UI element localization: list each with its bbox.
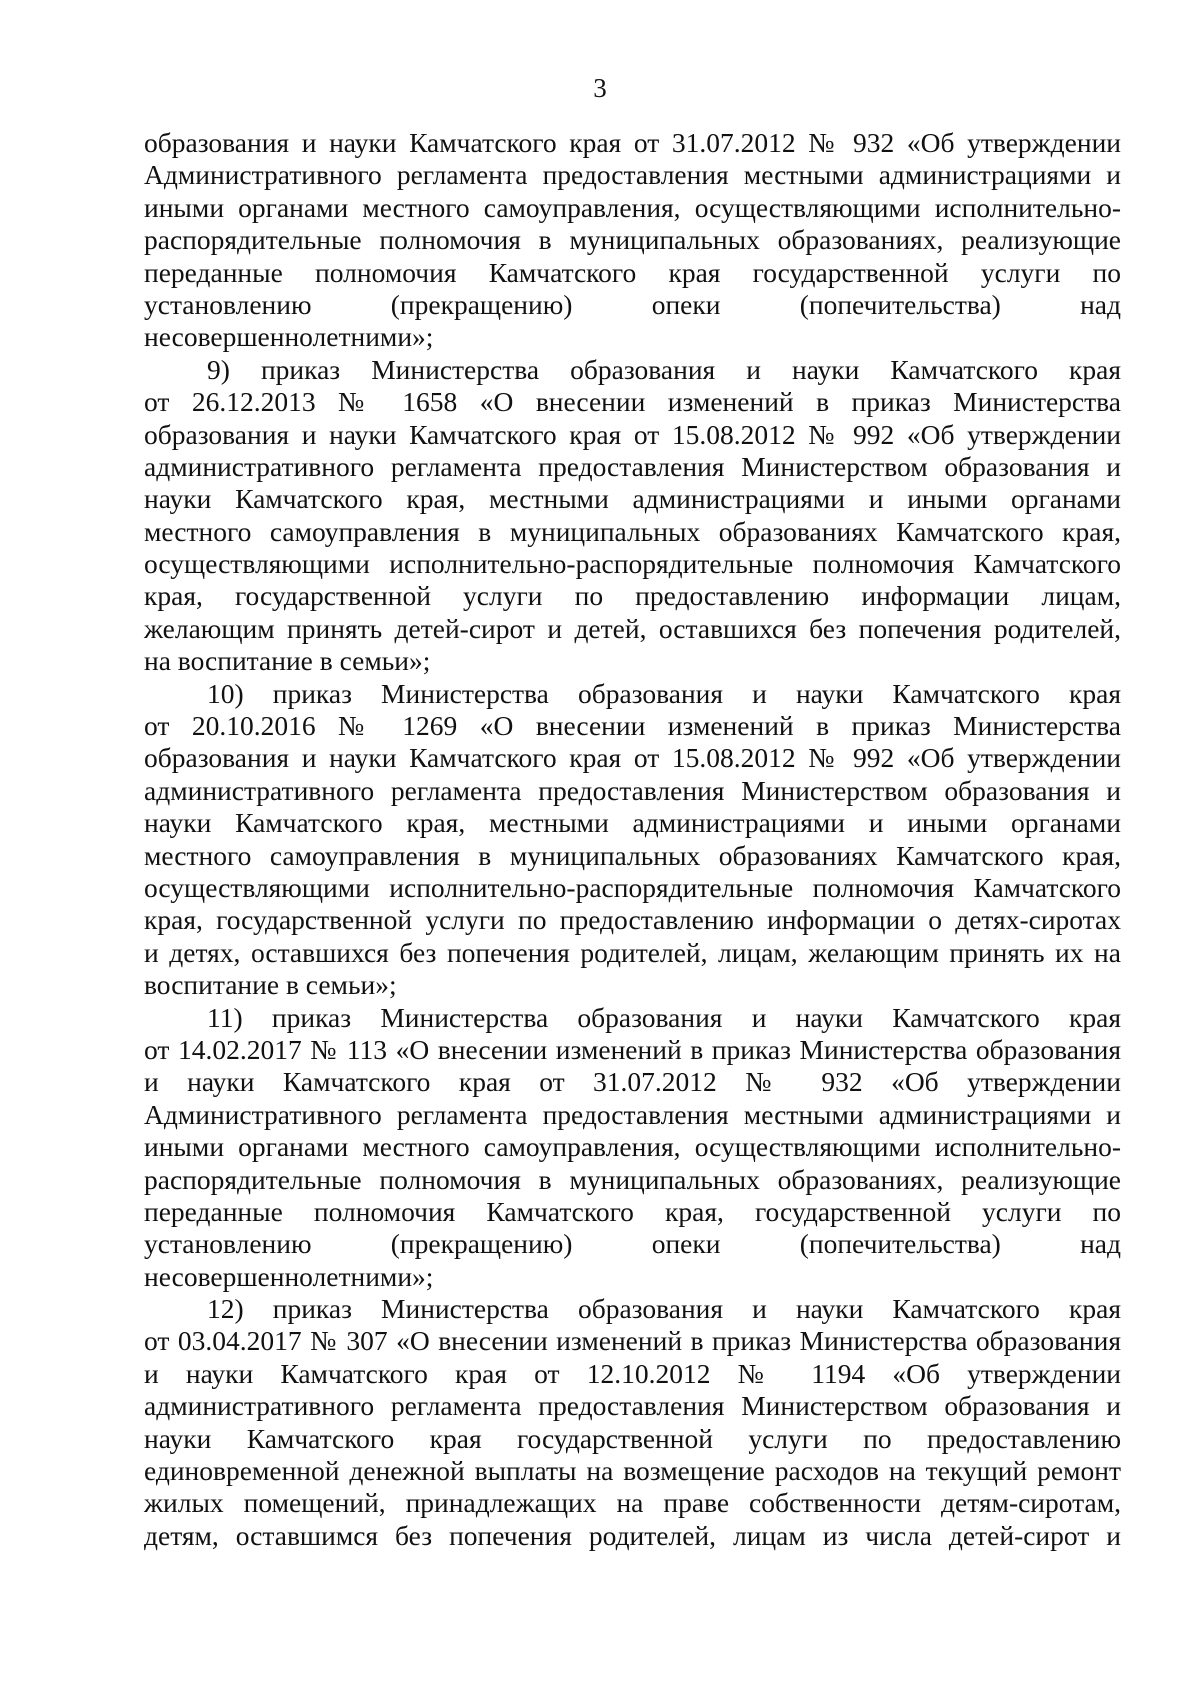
text-line: местного самоуправления в муниципальных образованиях Камчатского края,	[144, 839, 1121, 871]
text-line: переданные полномочия Камчатского края, государственной услуги по	[144, 1195, 1121, 1227]
text-line: иными органами местного самоуправления, осуществляющими исполнительно-	[144, 1131, 1121, 1163]
text-line: жилых помещений, принадлежащих на праве собственности детям-сиротам,	[144, 1487, 1121, 1519]
text-line: детям, оставшимся без попечения родителей, лицам из числа детей-сирот и	[144, 1519, 1121, 1551]
text-line: несовершеннолетними»;	[144, 321, 434, 353]
text-line: осуществляющими исполнительно-распорядительные полномочия Камчатского	[144, 871, 1121, 903]
text-line: желающим принять детей-сирот и детей, оставшихся без попечения родителей,	[144, 612, 1121, 644]
text-line: распорядительные полномочия в муниципальных образованиях, реализующие	[144, 224, 1121, 256]
text-line: 12) приказ Министерства образования и науки Камчатского края	[207, 1293, 1121, 1325]
text-line: науки Камчатского края, местными администрациями и иными органами	[144, 483, 1121, 515]
text-line: 11) приказ Министерства образования и науки Камчатского края	[207, 1001, 1121, 1033]
text-line: распорядительные полномочия в муниципальных образованиях, реализующие	[144, 1163, 1121, 1195]
text-line: от 26.12.2013 № 1658 «О внесении изменений в приказ Министерства	[144, 386, 1121, 418]
text-line: от 14.02.2017 № 113 «О внесении изменений в приказ Министерства образования	[144, 1033, 1121, 1065]
text-line: осуществляющими исполнительно-распорядительные полномочия Камчатского	[144, 548, 1121, 580]
text-line: образования и науки Камчатского края от 31.07.2012 № 932 «Об утверждении	[144, 127, 1121, 158]
text-line: края, государственной услуги по предоставлению информации о детях-сиротах	[144, 904, 1121, 936]
text-line: Административного регламента предоставления местными администрациями и	[144, 1098, 1121, 1130]
text-line: переданные полномочия Камчатского края государственной услуги по	[144, 256, 1121, 288]
text-line: и детях, оставшихся без попечения родителей, лицам, желающим принять их на	[144, 936, 1121, 968]
text-line: установлению (прекращению) опеки (попечительства) над	[144, 1228, 1121, 1260]
text-line: науки Камчатского края, местными администрациями и иными органами	[144, 807, 1121, 839]
text-line: установлению (прекращению) опеки (попечительства) над	[144, 288, 1121, 320]
text-line: науки Камчатского края государственной услуги по предоставлению	[144, 1422, 1121, 1454]
text-line: административного регламента предоставления Министерством образования и	[144, 450, 1121, 482]
text-line: 10) приказ Министерства образования и науки Камчатского края	[207, 677, 1121, 709]
text-line: несовершеннолетними»;	[144, 1260, 434, 1292]
text-line: воспитание в семьи»;	[144, 969, 397, 1001]
text-line: края, государственной услуги по предоставлению информации лицам,	[144, 580, 1121, 612]
text-line: и науки Камчатского края от 31.07.2012 № 932 «Об утверждении	[144, 1066, 1121, 1098]
text-line: на воспитание в семьи»;	[144, 645, 431, 677]
text-line: 9) приказ Министерства образования и науки Камчатского края	[207, 353, 1121, 385]
text-line: от 03.04.2017 № 307 «О внесении изменений в приказ Министерства образования	[144, 1325, 1121, 1357]
text-line: административного регламента предоставления Министерством образования и	[144, 1390, 1121, 1422]
text-line: образования и науки Камчатского края от 15.08.2012 № 992 «Об утверждении	[144, 418, 1121, 450]
text-line: от 20.10.2016 № 1269 «О внесении изменений в приказ Министерства	[144, 710, 1121, 742]
text-line: административного регламента предоставления Министерством образования и	[144, 774, 1121, 806]
text-line: образования и науки Камчатского края от 15.08.2012 № 992 «Об утверждении	[144, 742, 1121, 774]
text-line: местного самоуправления в муниципальных образованиях Камчатского края,	[144, 515, 1121, 547]
document-body	[144, 127, 1121, 1552]
text-line: иными органами местного самоуправления, осуществляющими исполнительно-	[144, 191, 1121, 223]
page-number: 3	[593, 73, 607, 103]
text-line: единовременной денежной выплаты на возмещение расходов на текущий ремонт	[144, 1455, 1121, 1487]
text-line: и науки Камчатского края от 12.10.2012 № 1194 «Об утверждении	[144, 1357, 1121, 1389]
text-line: Административного регламента предоставления местными администрациями и	[144, 159, 1121, 191]
